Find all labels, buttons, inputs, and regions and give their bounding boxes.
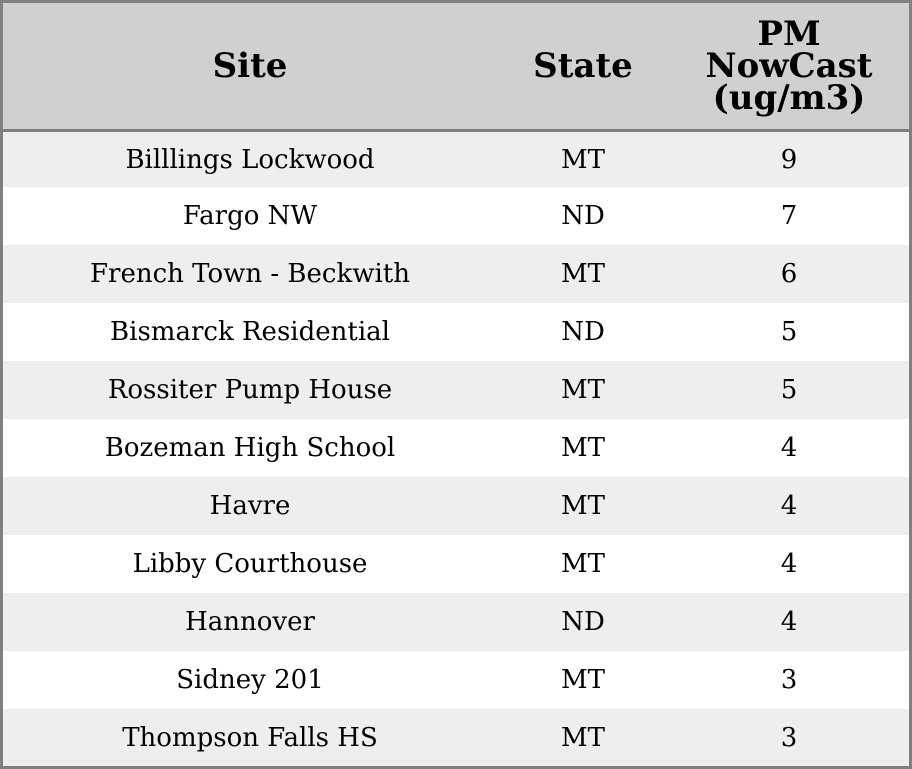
table-row	[3, 187, 909, 245]
table-row	[3, 709, 909, 767]
table-row	[3, 419, 909, 477]
cell-state: MT	[497, 419, 669, 477]
cell-state: ND	[497, 593, 669, 651]
cell-state: ND	[497, 303, 669, 361]
cell-pm-nowcast: 3	[669, 709, 909, 767]
table-row	[3, 245, 909, 303]
cell-state: MT	[497, 535, 669, 593]
cell-site: Bozeman High School	[3, 419, 497, 477]
header-pm-line-1: PM	[757, 14, 821, 54]
cell-site: Sidney 201	[3, 651, 497, 709]
cell-state: MT	[497, 131, 669, 188]
header-row	[3, 3, 909, 131]
cell-site: French Town - Beckwith	[3, 245, 497, 303]
cell-site: Hannover	[3, 593, 497, 651]
header-site: Site	[3, 3, 497, 131]
table-row	[3, 651, 909, 709]
table-row	[3, 361, 909, 419]
cell-state: MT	[497, 361, 669, 419]
cell-state: MT	[497, 245, 669, 303]
cell-pm-nowcast: 4	[669, 477, 909, 535]
cell-site: Havre	[3, 477, 497, 535]
cell-state: MT	[497, 709, 669, 767]
table-row	[3, 303, 909, 361]
cell-pm-nowcast: 6	[669, 245, 909, 303]
header-pm-line-3: (ug/m3)	[712, 78, 866, 118]
cell-pm-nowcast: 9	[669, 131, 909, 188]
cell-site: Billlings Lockwood	[3, 131, 497, 188]
cell-pm-nowcast: 5	[669, 361, 909, 419]
cell-state: MT	[497, 651, 669, 709]
cell-pm-nowcast: 4	[669, 419, 909, 477]
cell-site: Fargo NW	[3, 187, 497, 245]
header-pm-nowcast	[669, 3, 909, 131]
cell-pm-nowcast: 7	[669, 187, 909, 245]
table-row	[3, 593, 909, 651]
table-row	[3, 535, 909, 593]
cell-state: MT	[497, 477, 669, 535]
cell-site: Rossiter Pump House	[3, 361, 497, 419]
pm-nowcast-table	[3, 3, 909, 767]
table-body	[3, 131, 909, 768]
cell-state: ND	[497, 187, 669, 245]
cell-site: Libby Courthouse	[3, 535, 497, 593]
cell-pm-nowcast: 4	[669, 535, 909, 593]
table-row	[3, 131, 909, 188]
table-row	[3, 477, 909, 535]
cell-pm-nowcast: 3	[669, 651, 909, 709]
cell-site: Thompson Falls HS	[3, 709, 497, 767]
header-state: State	[497, 3, 669, 131]
header-pm-line-2: NowCast	[705, 46, 873, 86]
cell-site: Bismarck Residential	[3, 303, 497, 361]
cell-pm-nowcast: 5	[669, 303, 909, 361]
cell-pm-nowcast: 4	[669, 593, 909, 651]
